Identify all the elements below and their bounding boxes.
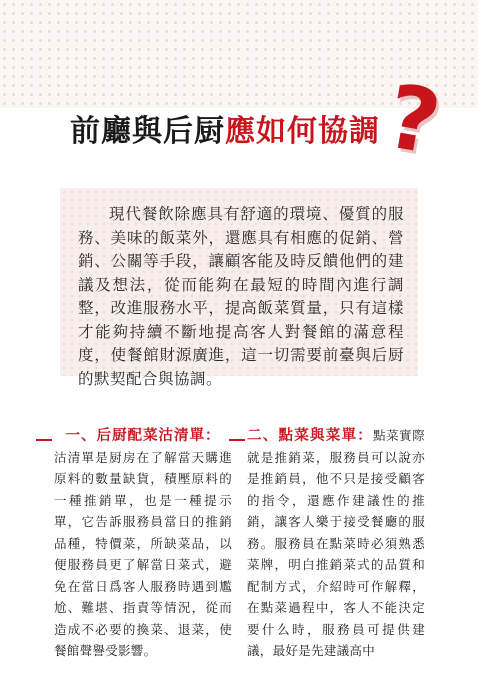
section-body-1: 沽清單是厨房在了解當天購進原料的數量缺貨，積壓原料的一種推銷單，也是一種提示單，它告訴服務員當日的推銷品種，特價菜，所缺菜品，以便服務員更了解當日菜式，避免在當日爲客人服務時遇到尷尬、難堪、指責等情況，從而造成不必要的換菜、退菜，使餐館聲譽受影響。 xyxy=(54,449,232,658)
section-heading-1: 一、后厨配菜沽清單： xyxy=(65,427,221,444)
title-black-part: 前廳與后厨 xyxy=(70,114,225,149)
title-red-part: 應如何協調 xyxy=(225,114,380,149)
section-body-2: 點菜實際就是推銷菜，服務員可以說亦是推銷員，他不只是接受顧客的指令，還應作建議性的推銷，讓客人樂于接受餐廳的服務。服務員在點菜時必須熟悉菜牌，明白推銷菜式的品質和配制方式，介紹時可作解釋，在點菜過程中，客人不能決定要什么時，服務員可提供建議，最好是先建議高中 xyxy=(247,428,426,658)
intro-paragraph: 現代餐飲除應具有舒適的環境、優質的服務、美味的飯菜外，還應具有相應的促銷、營銷、公關等手段，讓顧客能及時反饋他們的建議及想法，從而能夠在最短的時間內進行調整，改進服務水平，提高飯菜質量，只有這樣才能夠持續不斷地提高客人對餐館的滿意程度，使餐館財源廣進，這一切需要前臺與后厨的默契配合與協調。 xyxy=(78,205,404,388)
section-column-2 xyxy=(247,425,425,662)
question-mark-graphic: ? xyxy=(379,64,448,175)
section-column-1 xyxy=(54,425,232,662)
section-rule-left xyxy=(36,439,52,441)
page-title xyxy=(70,112,410,152)
section-heading-2: 二、點菜與菜單： xyxy=(247,427,374,444)
